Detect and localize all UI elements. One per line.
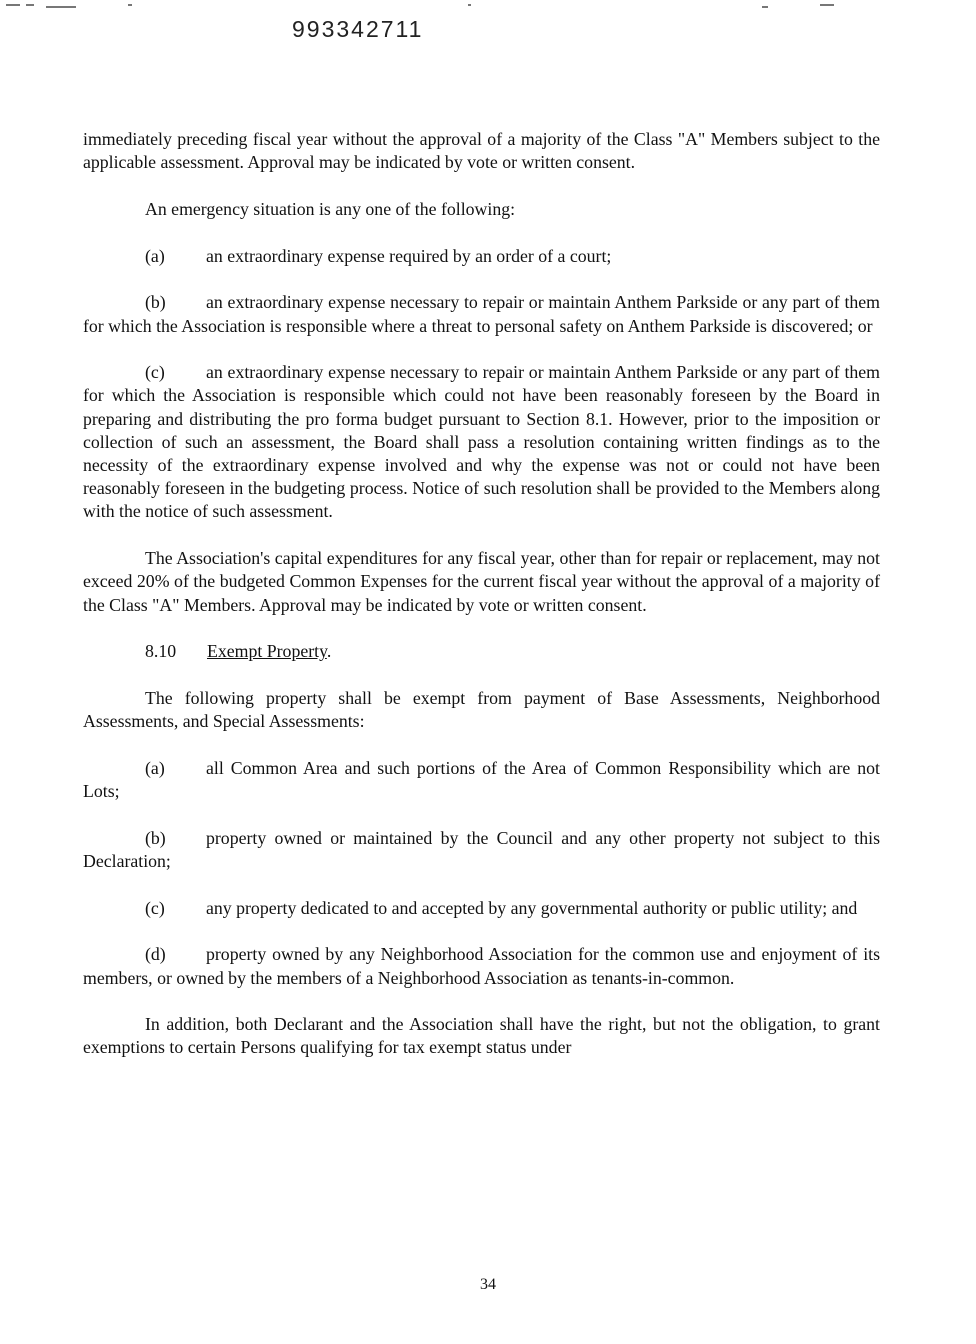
- page-number: 34: [480, 1276, 496, 1293]
- item-label: (b): [145, 292, 166, 313]
- item-text: property owned or maintained by the Council and any other property not subject to this Declaration;: [83, 827, 880, 871]
- item-label: (b): [145, 827, 166, 848]
- emergency-item-b: [83, 291, 880, 337]
- scan-artifacts: [0, 0, 976, 12]
- item-label: (c): [145, 362, 165, 383]
- emergency-intro-paragraph: An emergency situation is any one of the following:: [145, 198, 516, 219]
- section-title-suffix: .: [326, 641, 332, 662]
- capital-expenditures-paragraph: The Association's capital expenditures for any fiscal year, other than for repair or replacement, may not exceed 20% of the budgeted Common Expenses for the current fiscal year without the approval of a majority of the Class "A" Members. Approval may be indicated by vote or written consent.: [83, 548, 880, 615]
- document-id-stamp: 993342711: [292, 16, 424, 42]
- closing-paragraph: In addition, both Declarant and the Association shall have the right, but not the obligation, to grant exemptions to certain Persons qualifying for tax exempt status under: [83, 1014, 880, 1058]
- exempt-intro-paragraph: The following property shall be exempt from payment of Base Assessments, Neighborhood Assessments, and Special Assessments:: [83, 687, 880, 732]
- item-label: (c): [145, 897, 165, 918]
- exempt-item-d: [83, 943, 880, 989]
- item-text: any property dedicated to and accepted by any governmental authority or public utility; and: [206, 897, 858, 918]
- exempt-item-a: [83, 757, 880, 803]
- section-title: Exempt Property: [207, 641, 327, 662]
- document-body: [83, 128, 880, 1083]
- continuation-paragraph: immediately preceding fiscal year without the approval of a majority of the Class "A" Members subject to the applicable assessment. Approval may be indicated by vote or written consent.: [83, 129, 880, 173]
- item-label: (d): [145, 944, 166, 965]
- emergency-item-c: [83, 361, 880, 523]
- exempt-item-b: [83, 827, 880, 873]
- exempt-item-c: [83, 897, 880, 920]
- item-text: an extraordinary expense necessary to repair or maintain Anthem Parkside or any part of them for which the Association is responsible which could not have been reasonably foreseen by the Board in preparing and distributing the pro forma budget pursuant to Section 8.1. However, prior to the imposition or collection of such an assessment, the Board shall pass a resolution containing written findings as to the necessity of the extraordinary expense involved and why the expense was not or could not have been reasonably foreseen in the budgeting process. Notice of such resolution shall be provided to the Members along with the notice of such assessment.: [83, 362, 880, 522]
- section-heading: [83, 640, 880, 663]
- item-text: all Common Area and such portions of the Area of Common Responsibility which are not Lots;: [83, 757, 880, 802]
- emergency-item-a: [83, 245, 880, 268]
- item-text: an extraordinary expense required by an order of a court;: [206, 245, 612, 266]
- item-label: (a): [145, 757, 165, 778]
- item-text: property owned by any Neighborhood Association for the common use and enjoyment of its members, or owned by the members of a Neighborhood Association as tenants-in-common.: [83, 944, 880, 988]
- section-number: 8.10: [145, 641, 177, 662]
- item-label: (a): [145, 245, 165, 266]
- item-text: an extraordinary expense necessary to repair or maintain Anthem Parkside or any part of them for which the Association is responsible where a threat to personal safety on Anthem Parkside is discovered; or: [83, 292, 880, 336]
